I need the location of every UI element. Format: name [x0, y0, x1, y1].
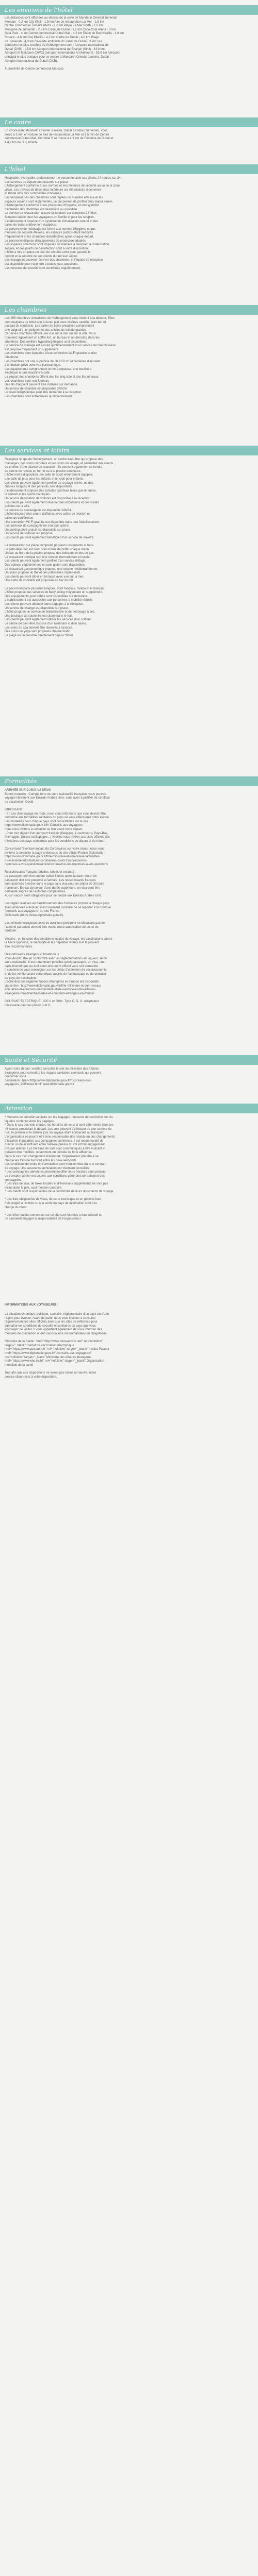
section-text-cadre: En choisissant Mandarin Oriental Jumeira, Dubaï à Dubaï (Jumeirah), vous serez à 3 min en voiture de Aire de restauration La Mer et à 5 min de Centre commercial Dubaï Mall. Cet hôtel 5 se trouve à 4,9 km de Fontaine de Dubaï et à 4,9 km de Burj Khalifa. — [5, 129, 114, 144]
section-title-cadre: Le cadre — [5, 118, 31, 126]
section-banner-cadre — [0, 117, 258, 127]
section-title-sante: Santé et Sécurité — [5, 1056, 57, 1063]
section-text-services: Rejoignez le spa de l'hébergement, un centre bien-être qui propose des massages, des soins corporels et des soins du visage, et permettez aux clients de profiter d'une séance de relaxation. Ils peuvent également se rendre au centre de remise en forme ou à la piscine extérieure. L'hôtel met à disposition une salle de sport entièrement équipée, une salle de jeux pour les enfants et un club pour enfants. Les clients peuvent également profiter de la plage privée, où des chaises longues et des parasols sont disponibles. L'établissement propose des activités sportives telles que le tennis, le squash et les sports nautiques. Un service de location de voitures est disponible à la réception. Les clients peuvent également réserver des excursions et des visites guidées de la ville. Le service de conciergerie est disponible 24h/24. L'hôtel dispose d'un centre d'affaires avec salles de réunion et salles de conférence. Une connexion Wi-Fi gratuite est disponible dans tout l'établissement. Les animaux de compagnie ne sont pas admis. Un parking privé gratuit est disponible sur place. Un service de voiturier est proposé. Les clients peuvent également bénéficier d'un service de navette. La restauration sur place comprend plusieurs restaurants et bars. Le petit-déjeuner est servi sous forme de buffet chaque matin. Un bar au bord de la piscine propose des boissons et des en-cas. Le restaurant principal sert une cuisine internationale et locale. Les clients peuvent également profiter d'un service d'étage. Des options végétariennes et sans gluten sont disponibles. Le restaurant gastronomique propose une cuisine méditerranéenne. Un salon propose du thé et des pâtisseries l'après-midi. Les clients peuvent dîner en terrasse avec vue sur la mer. Une carte de cocktails est proposée au bar du toit. Le personnel parle plusieurs langues, dont l'anglais, l'arabe et le français. L'hôtel propose des services de baby-sitting moyennant un supplément. Des équipements pour bébés sont disponibles sur demande. L'établissement est accessible aux personnes à mobilité réduite. Les clients peuvent déposer leurs bagages à la réception. Un service de change est disponible sur place. L'hôtel propose un service de blanchisserie et de nettoyage à sec. Une boutique de souvenirs est située dans le hall. Les clients peuvent également utiliser les services d'un coiffeur. Le centre de bien-être dispose d'un hammam et d'un sauna. Les soins du spa doivent être réservés à l'avance. Des cours de yoga sont proposés chaque matin. La plage est accessible directement depuis l'hôtel. — [5, 458, 114, 637]
section-text-sante: Avant votre départ, veuillez consulter le site du ministère des Affaires étrangères pour connaître les risques sanitaires éventuels qui peuvent concerner votre destination : href="http://www.diplomatie.gouv.fr/fr/conseils-aux- voyageurs_909/index.html" www.diplomatie.gouv.fr — [5, 1067, 101, 1087]
section-title-formalites: Formalités — [5, 777, 37, 785]
travel-info-text: La situation chronique, politique, sanitaire, réglementaire d'un pays ou d'une région peut évoluer. Avant de partir, nous vous invitons à consulter régulièrement les sites officiels ainsi que les sites de référence pour connaître les conditions de sécurité et sanitaires du pays que vous envisagez de visiter. Il vous appartient également de vous informer des mesures de précaution et des vaccinations recommandées ou obligatoires. Ministère de la Santé : href="http://www.mesvaccins.net/" rel="nofollow" target="_blank" Carnet de vaccination électronique href="https://www.pasteur.fr/fr" rel="nofollow" target="_blank" Institut Pasteur href="https://www.diplomatie.gouv.fr/fr/conseils-aux-voyageurs/" rel="nofollow" target="_blank" Ministère des Affaires étrangères href="https://www.who.int/fr/" rel="nofollow" target="_blank" Organisation mondiale de la santé Tout afin que ces dispositions ne soient pas mises en œuvre, notre service client reste à votre disposition. — [5, 1313, 110, 1379]
section-banner-sante — [0, 1055, 258, 1065]
section-title-services: Les services et loisirs — [5, 447, 70, 454]
section-text-attention: * Mesures de sécurité sanitaire sur les bagages : mesures de restriction sur les liquides contenus dans les bagages * Dans le cas des vols charter, les horaires de vous ci-sont déterminés dans les 48 heures précédant le départ. Les vols peuvent s'effectuer de jour comme de nuit, le premier et le dernier jour du voyage étant consacrés au transport. L'organisateur ne pourra être tenu responsable des retards ou des changements d'horaires imputables aux compagnies aériennes. Il est recommandé de prévoir un délai suffisant entre l'arrivée prévue du vol et tout engagement pris par ailleurs. Les horaires de vols sont communiqués à titre indicatif et peuvent être modifiés, notamment en période de forte affluence. Dans le cas d'un changement d'aéroport, l'organisateur prendra à sa charge les frais de transfert entre les deux aéroports. Les conditions de vente et d'annulation sont mentionnées dans le contrat de voyage. Une assurance annulation est vivement conseillée. * Les compagnies aériennes peuvent modifier leurs horaires sans préavis. Le transport aérien est soumis aux conditions générales de transport des compagnies. * Les frais de visa, de taxes locales et d'éventuels suppléments ne sont pas inclus dans le prix, sauf mention contraire. * Les clients sont responsables de la conformité de leurs documents de voyage. * Les frais obligatoires de visas, de carte touristique et en général tous frais exigés à l'entrée ou à la sortie du pays de destination sont à la charge du client. * Les informations contenues sur ce site sont fournies à titre indicatif et ne sauraient engager la responsabilité de l'organisateur. — [5, 1116, 115, 1221]
section-banner-formalites — [0, 776, 258, 786]
section-banner-chambres — [0, 305, 258, 315]
section-title-hotel: L'hôtel — [5, 165, 26, 173]
travel-info-heading: INFORMATIONS AUX VOYAGEURS : — [5, 1303, 58, 1307]
section-text-hotel: Hospitalier, incroyable, professionnel : le personnel aide ses clients 24 heures sur 24. Les services de départ sont assurés sur place. L'hébergement conforme à ses normes et ses mesures de sécurité au vu de la crise virale. Les travaux de décoration intérieure ont été réalisés récemment et l'hôtel offre des commodités modernes. Les températures des chambres sont réglées de manière efficace et les espaces ouverts sont réglementés, ce qui permet de profiter d'un séjour serein. L'hébergement conforme à ses protocoles d'hygiène, et son système d'entretien des chambres est désinfecté au quotidien. Le service de restauration assure la livraison sur demande à l'hôtel. Situation idéale pour les voyageurs en famille et pour les couples. L'établissement dispose d'un système de climatisation central et des salles de bains entièrement équipées. Le personnel de nettoyage est formé aux normes d'hygiène et aux mesures de sécurité élevées, les espaces publics étant nettoyés fréquemment et les chambres désinfectées après chaque départ. Le personnel dispose d'équipements de protection adaptés. Les espaces communs sont disposés de manière à favoriser la distanciation sociale, et des points de désinfection sont à votre disposition. L'hôtel a mis en place un plan de sécurité strict pour garantir le confort et la sécurité de ses clients durant leur séjour. Les voyageurs peuvent réserver des chambres, et l'équipe de réception est disponible pour répondre à toutes leurs questions. Les mesures de sécurité sont contrôlées régulièrement. — [5, 177, 122, 270]
section-banner-environs — [0, 5, 258, 15]
section-banner-hotel — [0, 164, 258, 174]
section-title-chambres: Les chambres — [5, 306, 47, 313]
section-text-environs: Les distances sont affichées au-dessus de la carte de Mandarin Oriental Jumeirah. Mercato - 0,2 km City Walk - 1,5 km Aire de restauration La Mer - 1,8 km Centre commercial Jumeira Plaza - 1,8 km Plage La Mer North - 1,6 km Mosquée de Jumeirah - 2,2 km Canal de Dubaï - 3,2 km Coca-Cola Arena - 3 km Safa Park - 4 km Centre commercial Dubaï Mall - 4,3 km Place du Burj Khalifa - 4,8 km Square - 4,6 km Burj Khalifa - 4,2 km Cadre de Dubaï - 4,8 km Plage de Jumeirah - 4,8 km Cascade artificielle du canal de Dubaï - 3 km Les aéroports les plus proches de l'hébergement sont : Aéroport international de Dubaï (DXB) - 13,9 km Aéroport international de Sharjah (SHJ) - 43,9 km Aéroport Al-Maktoum (DWC) (aéroport international Al Maktoum) - 53,9 km Aéroport principal le plus pratique pour se rendre à Mandarin Oriental Jumeira, Dubaï : Aéroport international de Dubaï (DXB). À proximité de Centre commercial Mercato. — [5, 16, 124, 71]
section-title-environs: Les environs de l'hôtel — [5, 6, 73, 13]
section-title-attention: Attention — [5, 1105, 33, 1112]
section-banner-services — [0, 446, 258, 455]
section-text-formalites: ARRIVÉE SUR DUBAÏ AU BÉNIN Bonne nouvelle : Compte tenu de votre nationalité française, vous pouvez voyager librement aux Émirats Arabes Unis, sans avoir à justifier de certificat de vaccination Covid. IMPORTANT : - En cas d'un voyage en route, nous vous informons que vous devrez être conforme aux formalités sanitaires du pays où vous effectuerez votre escale. Les modalités pour chaque pays sont consultables sur le site https://www.diplomatie.gouv.fr/fr/ Conseils aux voyageurs nous vous invitons à consulter ce lien avant votre départ. - Pour tout départ d'un aéroport français (Belgique, Luxembourg, Pays-Bas, Allemagne, Suisse ou Espagne...) veuillez vous référer aux sites officiels des ministères des pays concernés pour les conditions de départ et de retour. Concernant l'éventuel impact du Coronavirus sur votre séjour, nous vous invitons à consulter la page ci-dessous du site officiel France Diplomatie : https://www.diplomatie.gouv.fr/fr/le-ministere-et-son-reseau/actualites- du-ministere/informations-coronavirus-covid-19/coronavirus- reponses-a-vos-questions/article/coronavirus-les-reponses-a-vos-questions Ressortissants français (adultes, bébés et enfants) : Le passeport doit être encore valide 6 mois après la date retour. Un passeport doit être présenté à l'arrivée. Les ressortissants français sont autorisés à entrer dans le pays sans visa pour un séjour de 30 jours maximum. En cas de séjour d'une durée supérieure, un visa peut être demandé auprès des autorités compétentes. Aucun vaccin n'est obligatoire pour se rendre aux Émirats Arabes Unis. Les règles relatives au franchissement des frontières propres à chaque pays étant amenées à évoluer, il est vivement conseillé de se reporter à la rubrique "conseils aux voyageurs" du site France Diplomatie (https://www.diplomatie.gouv.fr). Les mineurs voyageant seuls ou avec une personne ne disposant pas de l'autorité parentale doivent être munis d'une autorisation de sortie de territoire. Vaccins : en fonction des conditions locales du voyage, les vaccinations contre la fièvre typhoïde, la méningite et les hépatites virales A et B peuvent être recommandées. Ressortissants étrangers et binationaux : Vous devrez être en conformité avec les réglementations en vigueur, selon votre nationalité. Il est notamment possible qu'un passeport, un visa, une carte biométrique ou tout autre document officiel vous soit demandé. Il convient de vous renseigner sur les délais d'obtention de ces documents et de les vérifier avant votre départ auprès de l'ambassade ou du consulat du pays de destination. L'obtention des réglementations étrangères en France est disponible via ce lien : http://www.diplomatie.gouv.fr/fr/le-ministere-et-son-reseau/ annuaires-et-adresses-du-ministere-et-de-l-europe-et-des-affaires- etrangeres-maedi/ambassades-et-consulats-etrangers-en-france/ COURANT ÉLECTRIQUE : 220 V et 50Hz. Type C, D, G. Adaptateur nécessaire pour les prises D et G. — [5, 789, 112, 1007]
section-banner-attention — [0, 1104, 258, 1113]
section-text-chambres: Les 256 chambres climatisées de l'hébergement vous invitent à la détente. Elles sont équipées de télévision à écran plat avec chaînes satellite, mini-bar et plateau de courtoisie. Les salles de bains privatives comprennent une baignoire, un peignoir et des articles de toilette gratuits. Certaines chambres offrent une vue sur la mer ou sur la ville. Vous trouverez également un coffre-fort, un bureau et un dressing dans les chambres. Des oreillers hypoallergéniques sont disponibles. Le service de ménage est assuré quotidiennement et un service de blanchisserie est proposé moyennant un supplément. Les chambres sont équipées d'une connexion Wi-Fi gratuite et d'un téléphone. Les chambres ont une superficie de 30 à 50 m² et certaines disposent d'un balcon privé avec vue panoramique. Les équipements comprennent un fer à repasser, une bouilloire électrique et une machine à café. La plupart des chambres offrent des lits king size et des lits jumeaux. Les chambres sont non-fumeurs. Des lits d'appoint peuvent être installés sur demande. Un service de chambre est disponible 24h/24. Le réveil téléphonique peut être demandé à la réception. Les chambres sont entretenues quotidiennement. — [5, 317, 116, 398]
